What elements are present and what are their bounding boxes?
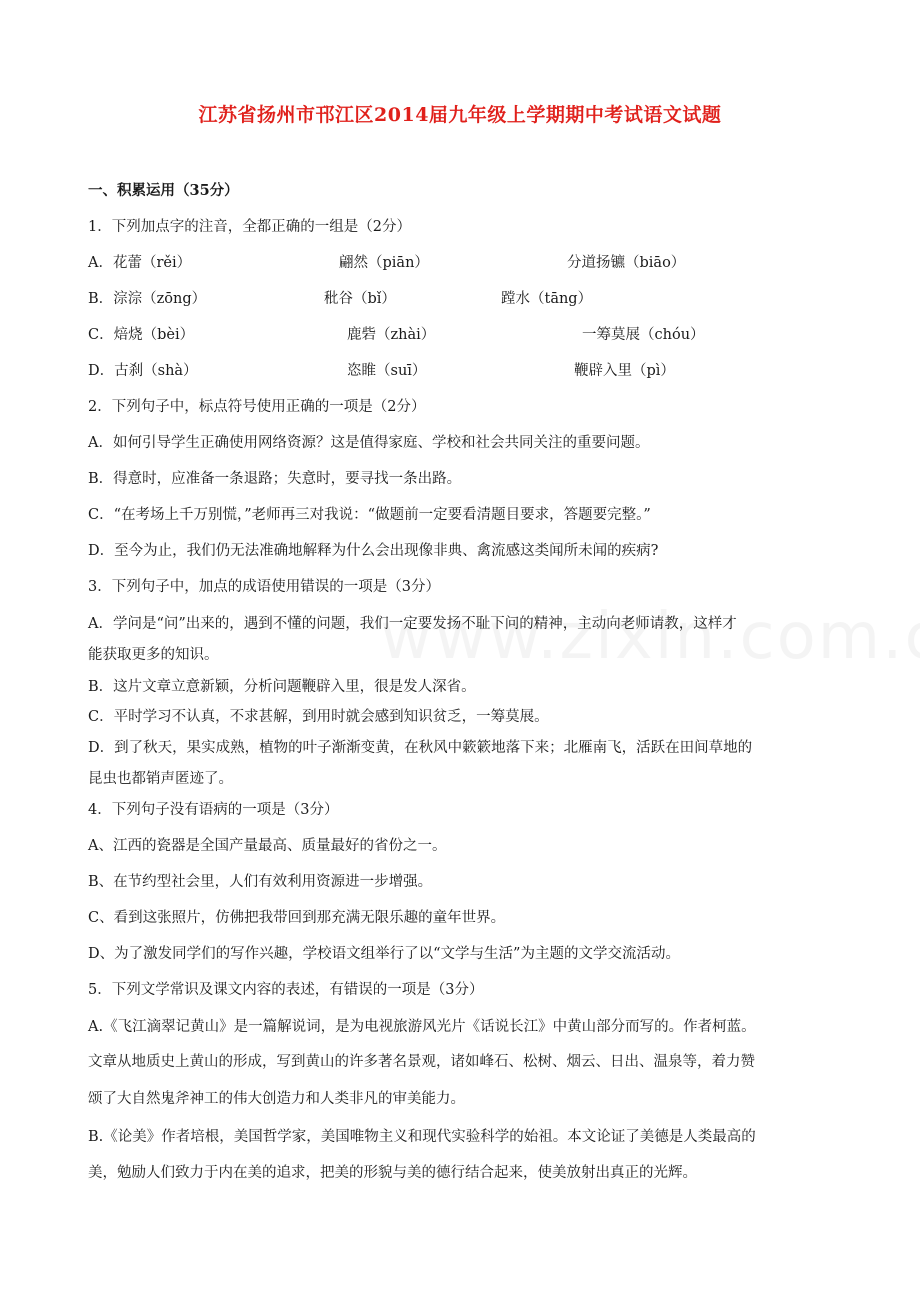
q3-option-c: C．平时学习不认真，不求甚解，到用时就会感到知识贫乏，一筹莫展。 — [88, 709, 549, 725]
q5-option-b-line1: B.《论美》作者培根，美国哲学家，美国唯物主义和现代实验科学的始祖。本文论证了美德是人类最高的 — [88, 1129, 756, 1145]
q2-option-a: A．如何引导学生正确使用网络资源？这是值得家庭、学校和社会共同关注的重要问题。 — [88, 435, 650, 451]
q3-option-d-line2: 昆虫也都销声匿迹了。 — [88, 771, 233, 787]
question-2-stem: 2．下列句子中，标点符号使用正确的一项是（2分） — [88, 399, 426, 415]
q3-option-b: B．这片文章立意新颖，分析问题鞭辟入里，很是发人深省。 — [88, 679, 476, 695]
q1-a-item-1: A．花蕾（rěi） — [88, 255, 192, 271]
q2-option-c: C．“在考场上千万别慌，”老师再三对我说：“做题前一定要看清题目要求，答题要完整。” — [88, 507, 651, 523]
q5-option-a-line1: A.《飞江滴翠记黄山》是一篇解说词，是为电视旅游风光片《话说长江》中黄山部分而写的。作者柯蓝。 — [88, 1019, 756, 1035]
q5-option-b-line2: 美，勉励人们致力于内在美的追求，把美的形貌与美的德行结合起来，使美放射出真正的光辉。 — [88, 1165, 697, 1181]
q4-option-d: D、为了激发同学们的写作兴趣，学校语文组举行了以“文学与生活”为主题的文学交流活动。 — [88, 946, 680, 962]
question-4-stem: 4．下列句子没有语病的一项是（3分） — [88, 802, 339, 818]
q1-a-item-3: 分道扬镳（biāo） — [567, 255, 686, 271]
page-title: 江苏省扬州市邗江区2014届九年级上学期期中考试语文试题 — [198, 104, 722, 126]
q5-option-a-line2: 文章从地质史上黄山的形成，写到黄山的许多著名景观，诸如峰石、松树、烟云、日出、温泉等，着力赞 — [88, 1054, 755, 1070]
q3-option-d-line1: D．到了秋天，果实成熟，植物的叶子渐渐变黄，在秋风中簌簌地落下来；北雁南飞，活跃在田间草地的 — [88, 740, 753, 756]
q1-d-item-2: 恣睢（suī） — [347, 363, 427, 379]
q1-d-item-3: 鞭辟入里（pì） — [574, 363, 675, 379]
q2-option-b: B．得意时，应准备一条退路；失意时，要寻找一条出路。 — [88, 471, 462, 487]
q1-d-item-1: D．古刹（shà） — [88, 363, 198, 379]
q1-a-item-2: 翩然（piān） — [339, 255, 429, 271]
q1-b-item-3: 蹚水（tāng） — [501, 291, 593, 307]
q3-option-a-line2: 能获取更多的知识。 — [88, 647, 219, 663]
q3-option-a-line1: A．学问是“问”出来的，遇到不懂的问题，我们一定要发扬不耻下问的精神，主动向老师请教，这样才 — [88, 616, 737, 632]
question-3-stem: 3．下列句子中，加点的成语使用错误的一项是（3分） — [88, 579, 440, 595]
question-1-stem: 1．下列加点字的注音，全都正确的一组是（2分） — [88, 219, 411, 235]
q4-option-c: C、看到这张照片，仿佛把我带回到那充满无限乐趣的童年世界。 — [88, 910, 506, 926]
section-heading: 一、积累运用（35分） — [88, 182, 239, 199]
q1-c-item-2: 鹿砦（zhài） — [347, 327, 436, 343]
q5-option-a-line3: 颂了大自然鬼斧神工的伟大创造力和人类非凡的审美能力。 — [88, 1091, 465, 1107]
q1-c-item-3: 一筹莫展（chóu） — [582, 327, 705, 343]
q4-option-a: A、江西的瓷器是全国产量最高、质量最好的省份之一。 — [88, 838, 447, 854]
q2-option-d: D．至今为止，我们仍无法准确地解释为什么会出现像非典、禽流感这类闻所未闻的疾病? — [88, 543, 659, 559]
q1-c-item-1: C．焙烧（bèi） — [88, 327, 195, 343]
q4-option-b: B、在节约型社会里，人们有效利用资源进一步增强。 — [88, 874, 433, 890]
q1-b-item-2: 秕谷（bǐ） — [324, 291, 396, 307]
question-5-stem: 5．下列文学常识及课文内容的表述，有错误的一项是（3分） — [88, 982, 484, 998]
q1-b-item-1: B．淙淙（zōng） — [88, 291, 207, 307]
